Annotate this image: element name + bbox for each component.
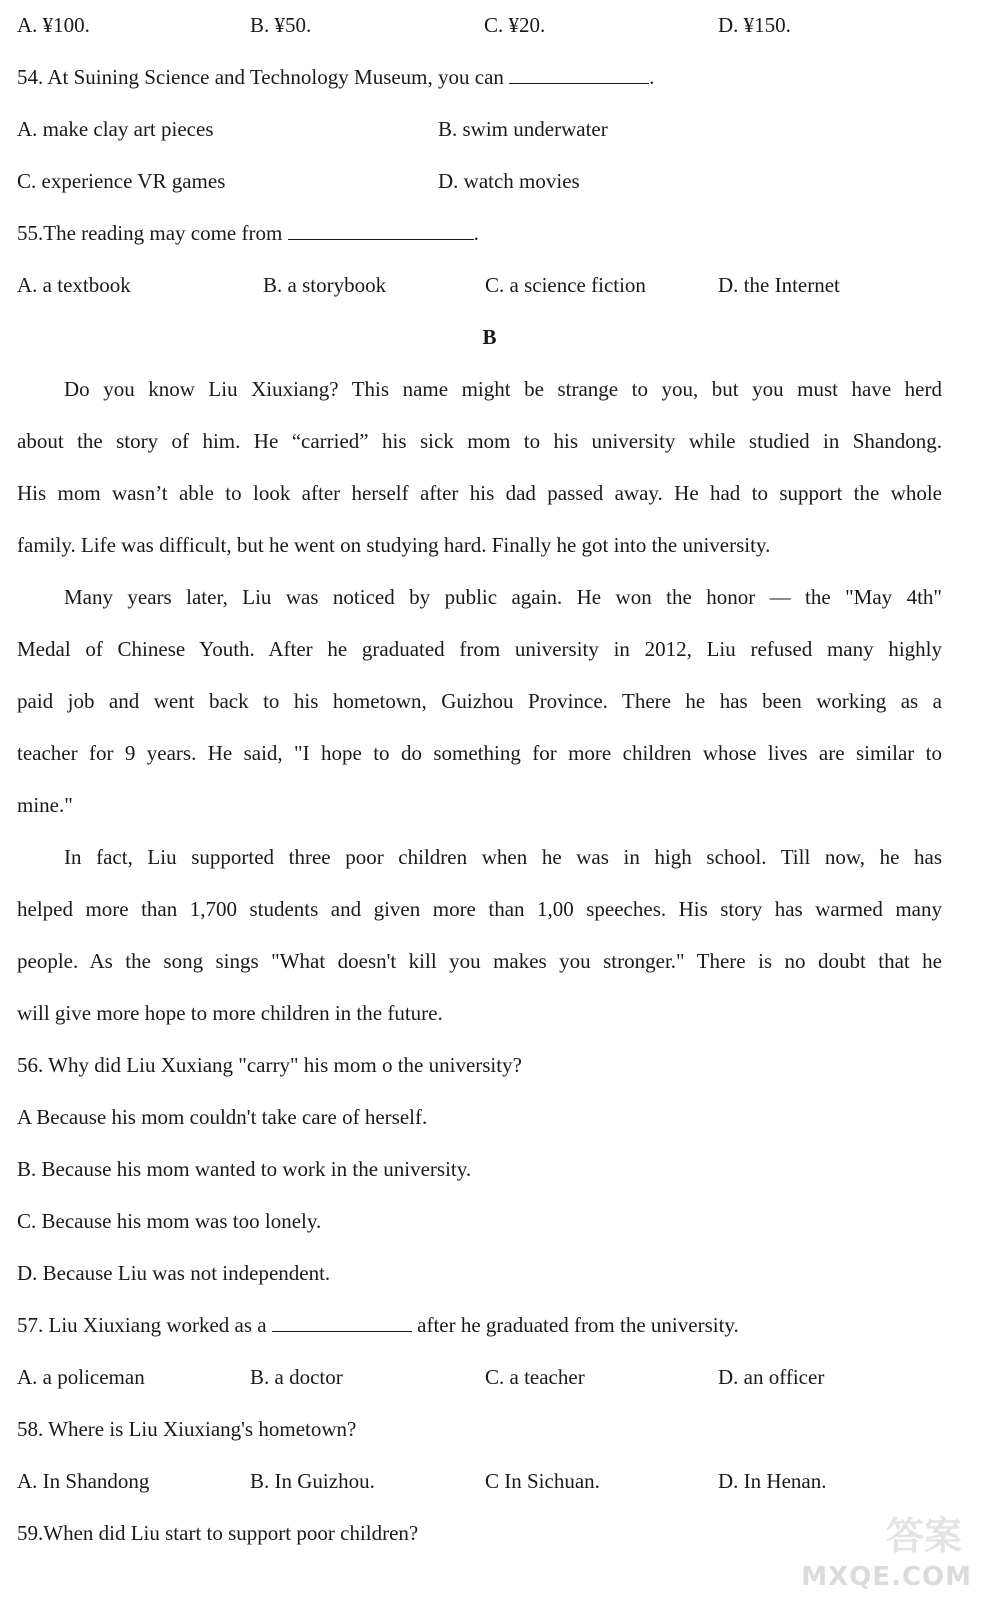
q57-option-a: A. a policeman bbox=[17, 1365, 145, 1389]
q58-option-d: D. In Henan. bbox=[718, 1469, 827, 1493]
passage-line: mine." bbox=[17, 793, 73, 817]
passage-line: helped more than 1,700 students and given more than 1,00 speeches. His story has warmed many bbox=[17, 897, 942, 921]
q57-answer-blank[interactable] bbox=[272, 1313, 412, 1332]
q53-option-d: D. ¥150. bbox=[718, 13, 791, 37]
q56-stem: 56. Why did Liu Xuxiang "carry" his mom o the university? bbox=[17, 1053, 522, 1077]
passage-line: Many years later, Liu was noticed by public again. He won the honor — the "May 4th" bbox=[64, 585, 942, 609]
q55-question bbox=[17, 220, 479, 246]
q54-stem: 54. At Suining Science and Technology Museum, you can bbox=[17, 65, 504, 89]
q55-option-c: C. a science fiction bbox=[485, 273, 646, 297]
q54-option-c: C. experience VR games bbox=[17, 169, 226, 193]
q54-option-a: A. make clay art pieces bbox=[17, 117, 214, 141]
passage-line: people. As the song sings "What doesn't kill you makes you stronger." There is no doubt that he bbox=[17, 949, 942, 973]
q57-option-b: B. a doctor bbox=[250, 1365, 343, 1389]
passage-line: paid job and went back to his hometown, Guizhou Province. There he has been working as a bbox=[17, 689, 942, 713]
q56-option-a: A Because his mom couldn't take care of herself. bbox=[17, 1105, 428, 1129]
q56-option-c: C. Because his mom was too lonely. bbox=[17, 1209, 322, 1233]
passage-line: In fact, Liu supported three poor children when he was in high school. Till now, he has bbox=[64, 845, 942, 869]
section-b-heading: B bbox=[482, 325, 497, 349]
q55-answer-blank[interactable] bbox=[288, 221, 474, 240]
q55-option-b: B. a storybook bbox=[263, 273, 387, 297]
q57-stem-after: after he graduated from the university. bbox=[417, 1313, 739, 1337]
q53-option-c: C. ¥20. bbox=[484, 13, 546, 37]
q57-question bbox=[17, 1312, 739, 1338]
passage-line: His mom wasn’t able to look after herself after his dad passed away. He had to support the whole bbox=[17, 481, 942, 505]
passage-line: teacher for 9 years. He said, "I hope to do something for more children whose lives are similar to bbox=[17, 741, 942, 765]
passage-line: Medal of Chinese Youth. After he graduated from university in 2012, Liu refused many highly bbox=[17, 637, 942, 661]
q54-stem-end: . bbox=[649, 65, 655, 89]
watermark-cn-text: 答案 bbox=[885, 1514, 962, 1558]
q55-stem-end: . bbox=[473, 221, 479, 245]
q56-option-d: D. Because Liu was not independent. bbox=[17, 1261, 331, 1285]
q56-option-b: B. Because his mom wanted to work in the university. bbox=[17, 1157, 472, 1181]
q55-option-a: A. a textbook bbox=[17, 273, 131, 297]
passage-line: family. Life was difficult, but he went on studying hard. Finally he got into the university. bbox=[17, 533, 771, 557]
q54-question bbox=[17, 64, 654, 90]
q55-option-d: D. the Internet bbox=[718, 273, 840, 297]
q54-option-d: D. watch movies bbox=[438, 169, 580, 193]
passage-line: Do you know Liu Xiuxiang? This name might be strange to you, but you must have herd bbox=[64, 377, 942, 401]
q58-stem: 58. Where is Liu Xiuxiang's hometown? bbox=[17, 1417, 357, 1441]
q58-option-b: B. In Guizhou. bbox=[250, 1469, 375, 1493]
q57-stem: 57. Liu Xiuxiang worked as a bbox=[17, 1313, 267, 1337]
watermark-site-text: MXQE.COM bbox=[801, 1562, 972, 1592]
passage-line: will give more hope to more children in the future. bbox=[17, 1001, 443, 1025]
q58-option-a: A. In Shandong bbox=[17, 1469, 150, 1493]
q57-option-d: D. an officer bbox=[718, 1365, 825, 1389]
q53-option-a: A. ¥100. bbox=[17, 13, 90, 37]
site-watermark-logo bbox=[772, 1512, 972, 1592]
q53-option-b: B. ¥50. bbox=[250, 13, 312, 37]
q54-option-b: B. swim underwater bbox=[438, 117, 608, 141]
passage-line: about the story of him. He “carried” his sick mom to his university while studied in Shandong. bbox=[17, 429, 942, 453]
q58-option-c: C In Sichuan. bbox=[485, 1469, 600, 1493]
q54-answer-blank[interactable] bbox=[509, 65, 649, 84]
q57-option-c: C. a teacher bbox=[485, 1365, 585, 1389]
q59-stem: 59.When did Liu start to support poor children? bbox=[17, 1521, 419, 1545]
q55-stem: 55.The reading may come from bbox=[17, 221, 283, 245]
